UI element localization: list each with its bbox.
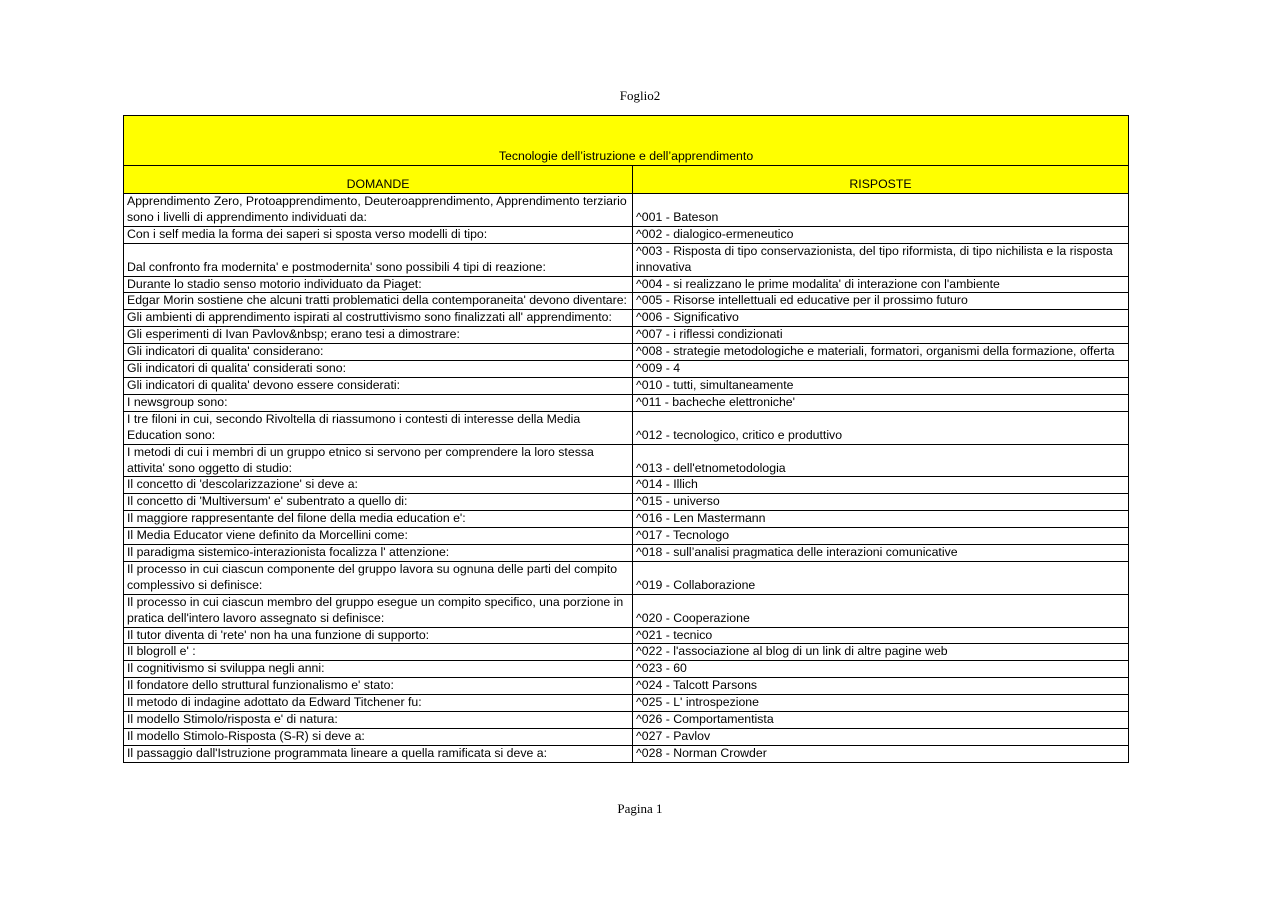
column-header-domande: DOMANDE [124,166,633,194]
answer-cell: ^011 - bacheche elettroniche' [633,394,1129,411]
table-row [124,310,1129,327]
question-cell: I tre filoni in cui, secondo Rivoltella di riassumono i contesti di interesse della Media Education sono: [124,411,633,444]
table-title: Tecnologie dell’istruzione e dell’apprendimento [124,116,1129,166]
table-row [124,494,1129,511]
question-cell: Il processo in cui ciascun membro del gruppo esegue un compito specifico, una porzione in pratica dell'intero lavoro assegnato si definisce: [124,594,633,627]
table-row [124,361,1129,378]
table-row [124,444,1129,477]
table-row [124,594,1129,627]
question-cell: I newsgroup sono: [124,394,633,411]
answer-cell: ^008 - strategie metodologiche e materiali, formatori, organismi della formazione, offerta [633,344,1129,361]
answer-cell: ^025 - L' introspezione [633,695,1129,712]
title-row [124,116,1129,166]
answer-cell: ^018 - sull’analisi pragmatica delle interazioni comunicative [633,545,1129,562]
question-cell: Il paradigma sistemico-interazionista focalizza l' attenzione: [124,545,633,562]
answer-cell: ^002 - dialogico-ermeneutico [633,226,1129,243]
question-cell: Il modello Stimolo/risposta e' di natura: [124,712,633,729]
qa-table [123,115,1129,763]
answer-cell: ^007 - i riflessi condizionati [633,327,1129,344]
question-cell: Il modello Stimolo-Risposta (S-R) si deve a: [124,729,633,746]
table-row [124,226,1129,243]
question-cell: Gli indicatori di qualita' devono essere considerati: [124,377,633,394]
question-cell: Edgar Morin sostiene che alcuni tratti problematici della contemporaneita' devono diventare: [124,293,633,310]
table-row [124,644,1129,661]
table-row [124,627,1129,644]
answer-cell: ^024 - Talcott Parsons [633,678,1129,695]
answer-cell: ^001 - Bateson [633,194,1129,227]
table-row [124,477,1129,494]
answer-cell: ^026 - Comportamentista [633,712,1129,729]
question-cell: Dal confronto fra modernita' e postmodernita' sono possibili 4 tipi di reazione: [124,243,633,276]
column-header-risposte: RISPOSTE [633,166,1129,194]
question-cell: Il maggiore rappresentante del filone della media education e': [124,511,633,528]
answer-cell: ^021 - tecnico [633,627,1129,644]
table-row [124,411,1129,444]
answer-cell: ^022 - l'associazione al blog di un link di altre pagine web [633,644,1129,661]
question-cell: Il cognitivismo si sviluppa negli anni: [124,661,633,678]
question-cell: Il concetto di 'Multiversum' e' subentrato a quello di: [124,494,633,511]
answer-cell: ^006 - Significativo [633,310,1129,327]
table-row [124,678,1129,695]
table-row [124,377,1129,394]
answer-cell: ^027 - Pavlov [633,729,1129,746]
answer-cell: ^012 - tecnologico, critico e produttivo [633,411,1129,444]
answer-cell: ^016 - Len Mastermann [633,511,1129,528]
answer-cell: ^013 - dell'etnometodologia [633,444,1129,477]
question-cell: Il concetto di 'descolarizzazione' si deve a: [124,477,633,494]
question-cell: Gli indicatori di qualita' considerano: [124,344,633,361]
table-row [124,344,1129,361]
table-row [124,293,1129,310]
answer-cell: ^010 - tutti, simultaneamente [633,377,1129,394]
answer-cell: ^003 - Risposta di tipo conservazionista, del tipo riformista, di tipo nichilista e la risposta innovativa [633,243,1129,276]
question-cell: Gli ambienti di apprendimento ispirati al costruttivismo sono finalizzati all' apprendimento: [124,310,633,327]
question-cell: Il tutor diventa di 'rete' non ha una funzione di supporto: [124,627,633,644]
answer-cell: ^017 - Tecnologo [633,528,1129,545]
table-row [124,276,1129,293]
table-row [124,729,1129,746]
page-footer: Pagina 1 [617,801,663,816]
question-cell: Il blogroll e' : [124,644,633,661]
answer-cell: ^004 - si realizzano le prime modalita' di interazione con l'ambiente [633,276,1129,293]
answer-cell: ^014 - Illich [633,477,1129,494]
table-row [124,194,1129,227]
table-row [124,394,1129,411]
page-header: Foglio2 [619,88,661,103]
answer-cell: ^005 - Risorse intellettuali ed educative per il prossimo futuro [633,293,1129,310]
column-header-row [124,166,1129,194]
table-row [124,745,1129,762]
question-cell: I metodi di cui i membri di un gruppo etnico si servono per comprendere la loro stessa attivita' sono oggetto di studio: [124,444,633,477]
question-cell: Il passaggio dall'Istruzione programmata lineare a quella ramificata si deve a: [124,745,633,762]
answer-cell: ^028 - Norman Crowder [633,745,1129,762]
question-cell: Il Media Educator viene definito da Morcellini come: [124,528,633,545]
answer-cell: ^015 - universo [633,494,1129,511]
answer-cell: ^020 - Cooperazione [633,594,1129,627]
table-row [124,712,1129,729]
question-cell: Apprendimento Zero, Protoapprendimento, Deuteroapprendimento, Apprendimento terziario sono i livelli di apprendimento individuati da: [124,194,633,227]
table-row [124,545,1129,562]
question-cell: Gli esperimenti di Ivan Pavlov&nbsp; erano tesi a dimostrare: [124,327,633,344]
answer-cell: ^019 - Collaborazione [633,561,1129,594]
answer-cell: ^009 - 4 [633,361,1129,378]
question-cell: Gli indicatori di qualita' considerati sono: [124,361,633,378]
table-row [124,528,1129,545]
table-row [124,243,1129,276]
question-cell: Il fondatore dello struttural funzionalismo e' stato: [124,678,633,695]
table-row [124,561,1129,594]
question-cell: Il processo in cui ciascun componente del gruppo lavora su ognuna delle parti del compito complessivo si definisce: [124,561,633,594]
question-cell: Con i self media la forma dei saperi si sposta verso modelli di tipo: [124,226,633,243]
table-row [124,695,1129,712]
answer-cell: ^023 - 60 [633,661,1129,678]
question-cell: Durante lo stadio senso motorio individuato da Piaget: [124,276,633,293]
table-row [124,661,1129,678]
table-row [124,511,1129,528]
table-row [124,327,1129,344]
question-cell: Il metodo di indagine adottato da Edward Titchener fu: [124,695,633,712]
